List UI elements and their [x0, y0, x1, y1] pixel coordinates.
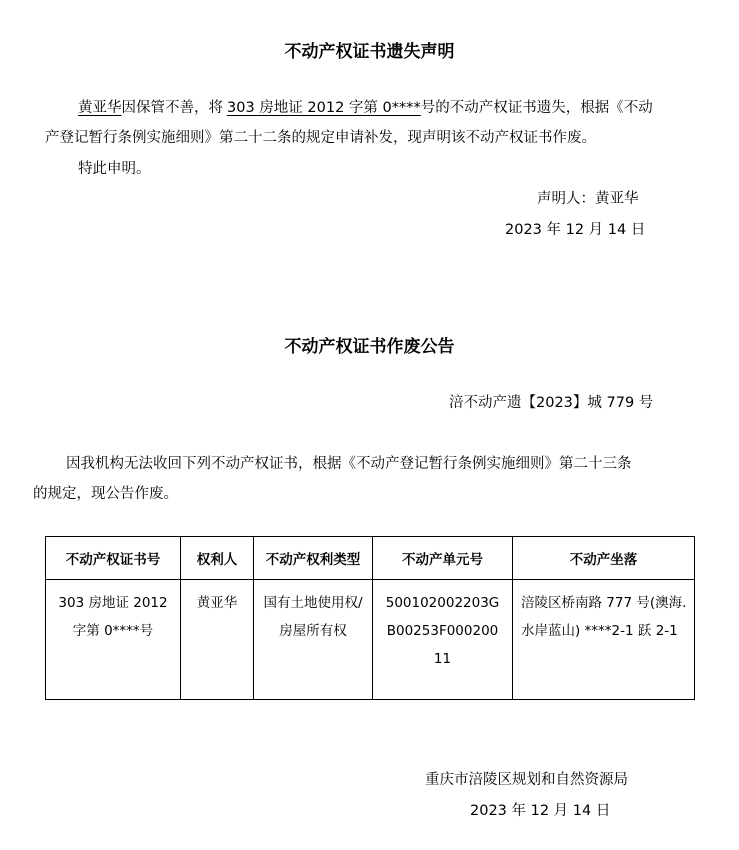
notice-paragraph-line-1: 因我机构无法收回下列不动产权证书，根据《不动产登记暂行条例实施细则》第二十三条: [66, 456, 632, 472]
special-statement: 特此申明。: [78, 161, 151, 177]
column-header-holder: 权利人: [181, 537, 254, 580]
column-header-right-type: 不动产权利类型: [254, 537, 373, 580]
void-notice-title: 不动产权证书作废公告: [284, 337, 455, 357]
declarant: 声明人：黄亚华: [537, 191, 639, 207]
table-row: [46, 580, 695, 700]
notice-issuer: 重庆市涪陵区规划和自然资源局: [425, 772, 628, 788]
cell-right-type: 国有土地使用权/房屋所有权: [254, 580, 373, 700]
owner-name: 黄亚华: [78, 100, 122, 116]
loss-statement-line-2: 产登记暂行条例实施细则》第二十二条的规定申请补发，现声明该不动产权证书作废。: [45, 130, 596, 146]
loss-text-2: 号的不动产权证书遗失，根据《不动: [420, 100, 653, 116]
column-header-location: 不动产坐落: [513, 537, 695, 580]
column-header-cert-no: 不动产权证书号: [46, 537, 181, 580]
cell-holder: 黄亚华: [181, 580, 254, 700]
certificate-ref: 303 房地证 2012 字第 0****: [227, 100, 421, 116]
cell-unit-no: 500102002203GB00253F00020011: [373, 580, 513, 700]
notice-doc-number: 涪不动产遗【2023】城 779 号: [449, 395, 654, 411]
column-header-unit-no: 不动产单元号: [373, 537, 513, 580]
loss-statement-line-1: [78, 98, 653, 118]
loss-statement-title: 不动产权证书遗失声明: [284, 42, 455, 62]
cell-cert-no: 303 房地证 2012 字第 0****号: [46, 580, 181, 700]
void-certificate-table: [45, 536, 695, 700]
cell-location: 涪陵区桥南路 777 号(澳海.水岸蓝山) ****2-1 跃 2-1: [513, 580, 695, 700]
statement-date: 2023 年 12 月 14 日: [505, 222, 646, 238]
loss-text-1: 因保管不善，将: [121, 100, 223, 116]
notice-date: 2023 年 12 月 14 日: [470, 803, 611, 819]
table-header-row: [46, 537, 695, 580]
notice-paragraph-line-2: 的规定，现公告作废。: [33, 486, 178, 502]
